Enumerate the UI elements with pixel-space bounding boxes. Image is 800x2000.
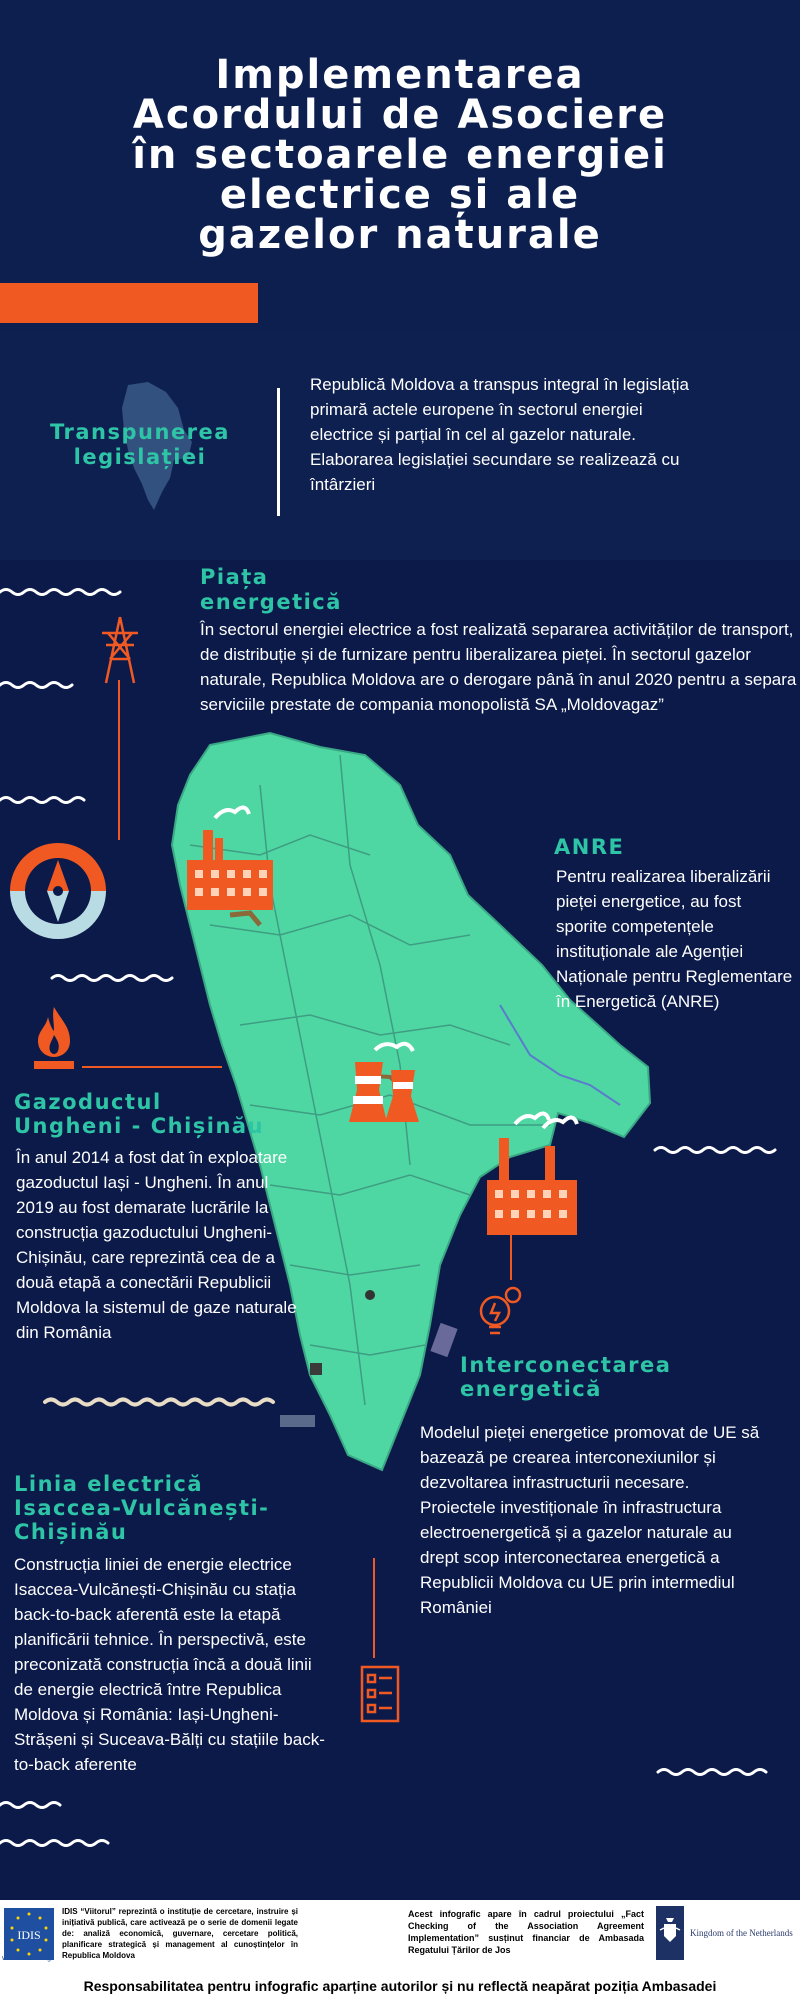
heading-line: Piața: [200, 565, 269, 589]
anre-text: Pentru realizarea liberalizării pieței energetice, au fost sporite competențele instituționale ale Agenției Naționale pentru Reglementare în Energetică (ANRE): [556, 867, 793, 1011]
idis-url[interactable]: www.viitorul.org: [2, 1955, 52, 1962]
heading-line: Ungheni - Chișinău: [14, 1114, 265, 1138]
anre-heading: ANRE: [554, 835, 625, 859]
title-line: gazelor naturale: [198, 212, 602, 258]
idis-description: IDIS “Viitorul” reprezintă o instituție de cercetare, instruire și inițiativă publică, care activează pe o serie de domenii legate de: analiză economică, guvernare, cercetare politică, planificare strategică și management al cunoștințelor în Republica Moldova: [62, 1907, 298, 1960]
connector-line: [510, 1225, 512, 1280]
heading-line: Interconectarea: [460, 1353, 672, 1377]
interconectare-text: Modelul pieței energetice promovat de UE să bazează pe crearea interconexiunilor și dezvoltarea infrastructurii necesare. Proiectele investiționale în infrastructura electroenergetică și a gazelor naturale au drept scop interconectarea energetică a Republicii Moldova cu UE prin intermediul României: [420, 1423, 760, 1617]
gazoduct-heading: [14, 1090, 294, 1138]
heading-line: Isaccea-Vulcănești-: [14, 1496, 270, 1520]
netherlands-crest-icon: [656, 1906, 684, 1960]
document-icon: [360, 1665, 400, 1723]
lightbulb-icon: [475, 1285, 525, 1340]
netherlands-label: Kingdom of the Netherlands: [690, 1928, 793, 1938]
compass-icon: [5, 838, 111, 944]
project-description: Acest infografic apare în cadrul proiectului „Fact Checking of the Association Agreement Implementation” susținut financiar de Ambasada Regatului Țărilor de Jos: [408, 1909, 644, 1955]
piata-text: În sectorul energiei electrice a fost realizată separarea activităților de transport, de distribuție și de furnizare pentru liberalizarea pieței. În sectorul gazelor naturale, Republica Moldova are o derogare până în anul 2020 pentru a separa serviciile prestate de compania monopolistă SA „Moldovagaz”: [200, 620, 797, 714]
connector-line: [373, 1558, 375, 1658]
piata-heading: [200, 565, 500, 615]
gazoduct-text: În anul 2014 a fost dat în exploatare gazoductul Iași - Ungheni. În anul 2019 au fost demarate lucrările la construcția gazoductului Ungheni-Chișinău, care reprezintă cea de a două etapă a conectării Republicii Moldova la sistemul de gaze naturale din România: [16, 1148, 297, 1342]
title-line: în sectoarele energiei: [132, 132, 668, 178]
factory-icon: [185, 800, 275, 910]
factory-icon: [485, 1110, 585, 1235]
disclaimer: Responsabilitatea pentru infografic aparține autorilor și nu reflectă neapărat poziția Ambasadei: [83, 1978, 717, 1994]
heading-line: energetică: [200, 590, 342, 614]
idis-logo: [4, 1908, 54, 1960]
power-tower-icon: [98, 615, 143, 685]
heading-line: Transpunerea: [50, 420, 230, 444]
heading-line: energetică: [460, 1377, 602, 1401]
title-line: electrice și ale: [219, 172, 581, 218]
heading-line: Linia electrică: [14, 1472, 204, 1496]
transpunere-text: Republică Moldova a transpus integral în legislația primară actele europene în sectorul energiei electrice și parțial în cel al gazelor naturale. Elaborarea legislației secundare se realizează cu întârzieri: [310, 375, 689, 494]
linia-text: Construcția liniei de energie electrice Isaccea-Vulcănești-Chișinău cu stația back-to-back aferentă este la etapă planificării tehnice. În perspectivă, este preconizată construcția încă a două linii de energie electrică între Republica Moldova și România: Iași-Ungheni-Strășeni și Suceava-Bălți cu stațiile back-to-back aferente: [14, 1555, 325, 1774]
heading-line: Chișinău: [14, 1520, 128, 1544]
heading-line: Gazoductul: [14, 1090, 162, 1114]
connector-line: [118, 680, 120, 840]
idis-logo-text: IDIS: [17, 1928, 41, 1942]
interconectare-heading: [460, 1353, 760, 1401]
title-line: Acordului de Asociere: [132, 92, 668, 138]
nuclear-plant-icon: [345, 1040, 435, 1122]
connector-line: [82, 1066, 222, 1068]
heading-line: legislației: [73, 445, 207, 469]
linia-heading: [14, 1472, 314, 1544]
title-line: Implementarea: [215, 52, 585, 98]
gas-flame-icon: [32, 1005, 77, 1071]
